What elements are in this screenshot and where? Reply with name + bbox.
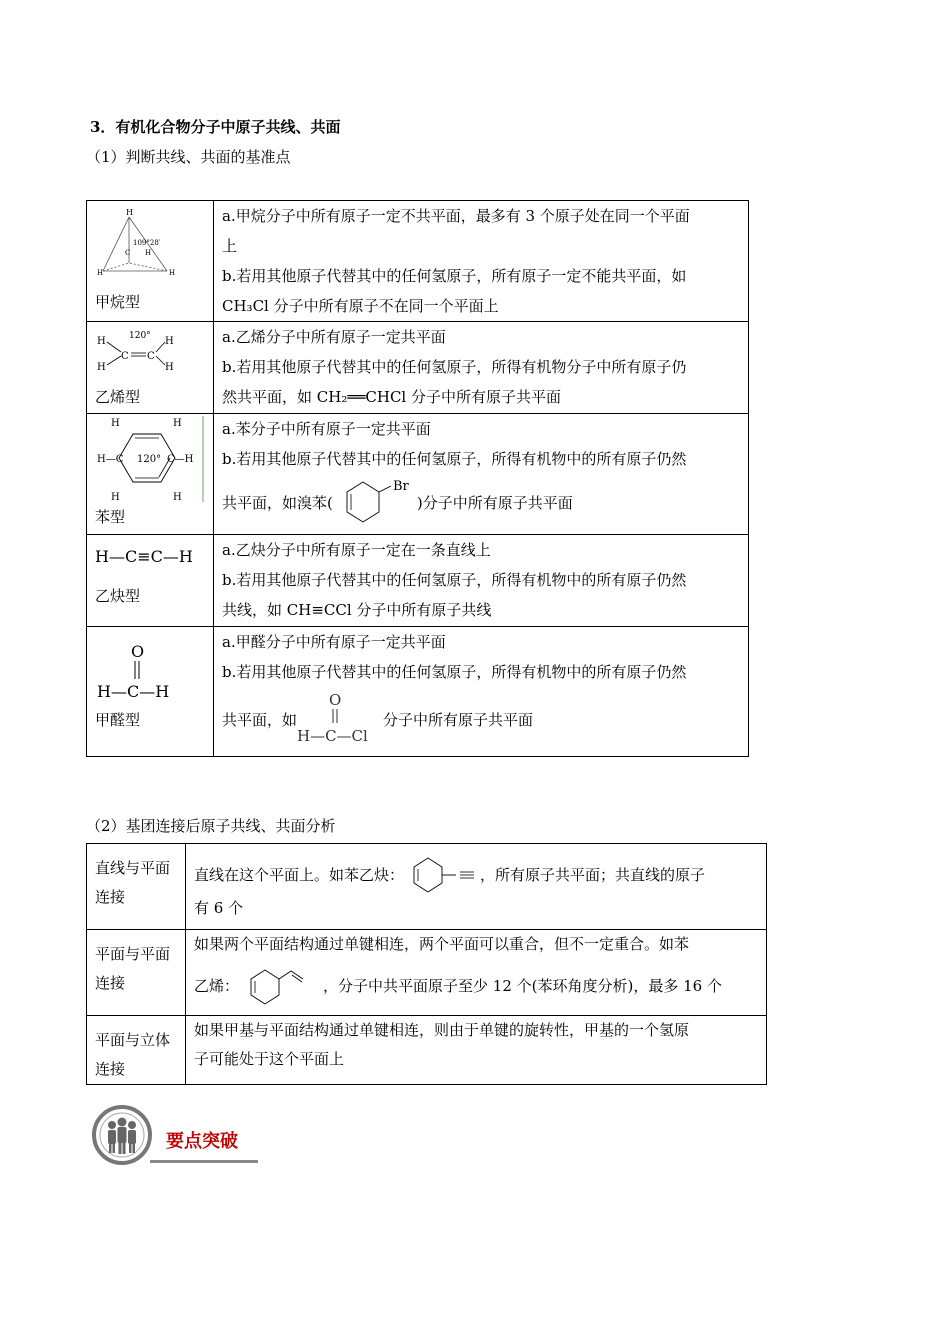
formaldehyde-line-3-pre: 共平面，如 [222, 711, 298, 729]
ethylene-line-2: b.若用其他原子代替其中的任何氢原子，所得有机物分子中所有原子仍 [222, 358, 687, 376]
plane-solid-line-1: 如果甲基与平面结构通过单键相连，则由于单键的旋转性，甲基的一个氢原 [194, 1021, 690, 1039]
benzene-structure-diagram [95, 416, 207, 502]
svg-text:H: H [169, 269, 176, 277]
label-methane: 甲烷型 [95, 293, 141, 311]
benzene-line-1: a.苯分子中所有原子一定共平面 [222, 420, 431, 438]
subsection-1-title: （1）判断共线、共面的基准点 [86, 148, 291, 166]
formaldehyde-line-3-post: 分子中所有原子共平面 [383, 711, 534, 729]
plane-plane-description [186, 930, 767, 1016]
acetylene-line-3: 共线，如 CH≡CCl 分子中所有原子共线 [222, 601, 492, 619]
row-label-line-plane: 直线与平面连接 [87, 844, 186, 930]
label-ethylene: 乙烯型 [95, 388, 141, 406]
line-plane-line-1 [194, 844, 758, 906]
formaldehyde-description [214, 627, 749, 757]
acetylene-description [214, 535, 749, 627]
svg-text:H—C—H: H—C—H [97, 682, 170, 701]
ethylene-angle-label: 120° [129, 331, 151, 341]
methane-figure-cell [87, 201, 214, 322]
svg-text:H: H [126, 208, 133, 217]
svg-text:H: H [97, 269, 104, 277]
line-plane-post: ，所有原子共平面；共直线的原子 [480, 866, 706, 884]
line-plane-pre: 直线在这个平面上。如苯乙炔： [194, 866, 405, 884]
svg-text:H—C—Cl: H—C—Cl [297, 727, 368, 745]
benzene-line-3-post: )分子中所有原子共平面 [416, 494, 573, 512]
methane-line-1: a.甲烷分子中所有原子一定不共平面，最多有 3 个原子处在同一个平面 [222, 207, 690, 225]
keypoint-underline [150, 1160, 258, 1163]
plane-solid-line-2: 子可能处于这个平面上 [194, 1050, 345, 1068]
svg-text:H: H [165, 362, 174, 373]
ethylene-line-1: a.乙烯分子中所有原子一定共平面 [222, 328, 446, 346]
row-label-plane-plane: 平面与平面连接 [87, 930, 186, 1016]
bromobenzene-structure [333, 478, 417, 530]
svg-text:C: C [147, 351, 155, 362]
line-plane-line-2: 有 6 个 [194, 899, 244, 917]
connection-analysis-table [86, 843, 767, 1085]
section-title: 3．有机化合物分子中原子共线、共面 [90, 118, 341, 136]
line-plane-description [186, 844, 767, 930]
row-label-plane-solid: 平面与立体连接 [87, 1016, 186, 1085]
formaldehyde-figure-cell [87, 627, 214, 757]
methane-structure-diagram [95, 205, 195, 281]
label-acetylene: 乙炔型 [95, 587, 141, 605]
table-row-line-plane [87, 844, 767, 930]
acetylene-figure-cell [87, 535, 214, 627]
methane-angle-label: 109°28′ [133, 239, 161, 247]
formyl-chloride-structure [297, 691, 383, 751]
plane-plane-post: ，分子中共平面原子至少 12 个(苯环角度分析)，最多 16 个 [323, 977, 722, 995]
bromine-label: Br [392, 479, 409, 494]
formaldehyde-line-1: a.甲醛分子中所有原子一定共平面 [222, 633, 446, 651]
table-row-plane-solid [87, 1016, 767, 1085]
acetylene-line-2: b.若用其他原子代替其中的任何氢原子，所得有机物中的所有原子仍然 [222, 571, 687, 589]
keypoint-title: 要点突破 [166, 1131, 238, 1152]
methane-line-4: CH₃Cl 分子中所有原子不在同一个平面上 [222, 297, 499, 315]
ethylene-description [214, 322, 749, 414]
table-row-methane [87, 201, 749, 322]
plane-plane-line-1: 如果两个平面结构通过单键相连，两个平面可以重合，但不一定重合。如苯 [194, 935, 690, 953]
svg-text:H: H [173, 492, 182, 502]
phenylacetylene-structure [404, 853, 480, 899]
ethylene-structure-diagram [95, 328, 195, 378]
svg-text:H: H [111, 418, 120, 429]
methane-line-3: b.若用其他原子代替其中的任何氢原子，所有原子一定不能共平面，如 [222, 267, 687, 285]
table-row-formaldehyde [87, 627, 749, 757]
formaldehyde-line-2: b.若用其他原子代替其中的任何氢原子，所得有机物中的所有原子仍然 [222, 663, 687, 681]
styrene-structure [239, 963, 323, 1011]
svg-text:H: H [165, 336, 174, 347]
methane-description [214, 201, 749, 322]
svg-text:O: O [131, 643, 145, 661]
ethylene-line-3: 然共平面，如 CH₂══CHCl 分子中所有原子共平面 [222, 388, 562, 406]
plane-solid-description [186, 1016, 767, 1085]
svg-text:C: C [121, 351, 129, 362]
table-row-acetylene [87, 535, 749, 627]
subsection-2-title: （2）基团连接后原子共线、共面分析 [86, 817, 336, 835]
svg-text:O: O [329, 691, 342, 709]
label-benzene: 苯型 [95, 508, 126, 526]
methane-line-2: 上 [222, 237, 238, 255]
benzene-figure-cell [87, 414, 214, 535]
benzene-angle-label: 120° [137, 454, 162, 465]
formaldehyde-line-3 [222, 687, 740, 753]
svg-text:H: H [97, 336, 106, 347]
svg-text:C—H: C—H [167, 454, 194, 465]
svg-text:C: C [125, 249, 131, 257]
svg-text:H: H [173, 418, 182, 429]
benzene-line-2: b.若用其他原子代替其中的任何氢原子，所得有机物中的所有原子仍然 [222, 450, 687, 468]
svg-text:H: H [145, 249, 152, 257]
table-row-benzene [87, 414, 749, 535]
table-row-ethylene [87, 322, 749, 414]
svg-text:H: H [111, 492, 120, 502]
benzene-line-3 [222, 474, 740, 532]
benzene-line-3-pre: 共平面，如溴苯( [222, 494, 333, 512]
ethylene-figure-cell [87, 322, 214, 414]
baseline-table [86, 200, 749, 757]
acetylene-formula: H—C≡C—H [95, 547, 193, 566]
plane-plane-line-2 [194, 959, 758, 1013]
acetylene-line-1: a.乙炔分子中所有原子一定在一条直线上 [222, 541, 491, 559]
plane-plane-pre: 乙烯： [194, 977, 240, 995]
svg-text:H: H [97, 362, 106, 373]
label-formaldehyde: 甲醛型 [95, 711, 141, 729]
benzene-description [214, 414, 749, 535]
table-row-plane-plane [87, 930, 767, 1016]
svg-text:H—C: H—C [97, 454, 124, 465]
